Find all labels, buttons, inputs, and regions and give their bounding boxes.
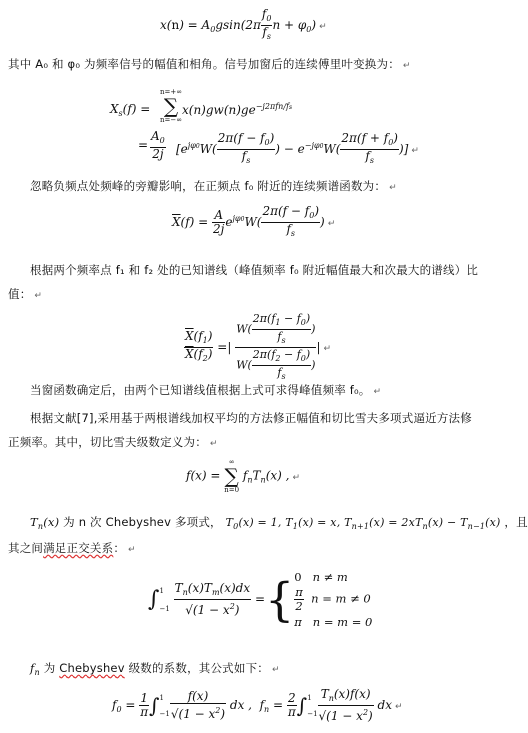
- paragraph-orthogonal: [8, 540, 488, 556]
- return-mark: ↵: [402, 61, 411, 71]
- text-p2: 忽略负频点处频峰的旁瓣影响，在正频点 f₀ 附近的连续频谱函数为：: [30, 179, 387, 193]
- paragraph-chebyshev-polynomial: $T_n(x)$ 为 n 次 Chebyshev 多项式， $T_0(x) = 1$, $T_1(x) = x$, $T_{n+1}(x) = 2xT_n(x) - T_{n-1}(x)$ ，且: [30, 515, 528, 531]
- return-mark: ↵: [411, 146, 419, 156]
- text-p3a: 根据两个频率点 f₁ 和 f₂ 处的已知谱线（峰值频率 f₀ 附近幅值最大和次最大的谱线）比: [30, 263, 479, 277]
- return-mark: ↵: [292, 472, 300, 483]
- return-mark: ↵: [389, 183, 397, 193]
- text-p7a: 其之间: [8, 541, 44, 555]
- return-mark: ↵: [209, 439, 218, 449]
- paragraph-two-lines-a: [30, 262, 510, 278]
- paragraph-reference-a: [30, 410, 510, 426]
- equation-ratio: $\frac{\overline{X}(f_1)}{\overline{X}(f_2)}$ =| W( $\frac{2\pi(f_1 - f_0)}{f_s}$ ) W( $\frac{2\pi(f_2 - f_0)}{f_s}$ ) | ↵: [185, 312, 332, 381]
- return-mark: ↵: [373, 387, 382, 397]
- text-p8c: 级数的系数，其公式如下：: [128, 661, 269, 675]
- text-p6a: 为 n 次: [63, 515, 102, 529]
- equation-chebyshev-series: f(x) = ∞ ∑ n=0 $f_nT_n(x)$ , ↵: [186, 458, 300, 494]
- equation-coefficients: $f_0$ = $\frac{1}{\pi}$ ∫ 1 −1 $\frac{f(x)}{√(1 - x^2)}$ dx , $f_n$ = $\frac{2}{\pi}$ ∫ 1 −1 $\frac{T_n(x)f(x)}{√(1 - x^2)}$ dx ↵: [112, 687, 403, 723]
- text-p5a: 根据文献[7],采用基于两根谱线加权平均的方法修正幅值和切比雪夫多项式逼近方法修: [30, 411, 472, 425]
- paragraph-amplitude-phase: [8, 56, 488, 72]
- paragraph-reference-b: [8, 434, 488, 450]
- text-p7b: 满足正交关系: [43, 541, 114, 555]
- text-p7c: ：: [113, 541, 126, 555]
- paragraph-spectrum-function: [30, 178, 510, 194]
- return-mark: ↵: [34, 291, 43, 301]
- paragraph-coefficients: $f_n$ 为 Chebyshev 级数的系数，其公式如下： ↵: [30, 661, 280, 677]
- text-p3b: 值：: [8, 287, 32, 301]
- equation-signal: $x(n) = A_0gsin(2\pi$ $\frac{f_0}{f_s}$ $n + \varphi_0$) ↵: [160, 7, 327, 41]
- return-mark: ↵: [395, 702, 403, 712]
- text-p5b: 正频率。其中，切比雪夫级数定义为：: [8, 435, 207, 449]
- paragraph-two-lines-b: [8, 286, 488, 302]
- return-mark: ↵: [323, 344, 332, 354]
- text-p6b: Chebyshev: [105, 515, 172, 529]
- return-mark: ↵: [319, 22, 327, 32]
- paragraph-peak-frequency: [30, 382, 510, 398]
- return-mark: ↵: [271, 665, 280, 675]
- equation-orthogonality: ∫ 1 −1 $\frac{T_n(x)T_m(x)dx}{√(1 - x^2)}$ ={ 0 n ≠ m $\frac{\pi}{2}$ n = m ≠ 0 π n = m = 0: [148, 570, 373, 629]
- text-p4: 当窗函数确定后，由两个已知谱线值根据上式可求得峰值频率 f₀。: [30, 383, 371, 397]
- text-p8b: Chebyshev: [59, 661, 125, 675]
- return-mark: ↵: [128, 545, 136, 555]
- text-p6d: ，且: [504, 515, 528, 529]
- equation-spectrum: $\overline{X}(f)$ = $\frac{A}{2j}$ $e^{j\varphi 0}W$( $\frac{2\pi(f - f_0)}{f_s}$ ) ↵: [172, 204, 336, 238]
- text-p6c: 多项式，: [174, 515, 222, 529]
- text-p1: 其中 A₀ 和 φ₀ 为频率信号的幅值和相角。信号加窗后的连续傅里叶变换为：: [8, 57, 400, 71]
- return-mark: ↵: [327, 219, 336, 229]
- text-p8a: 为: [43, 661, 56, 675]
